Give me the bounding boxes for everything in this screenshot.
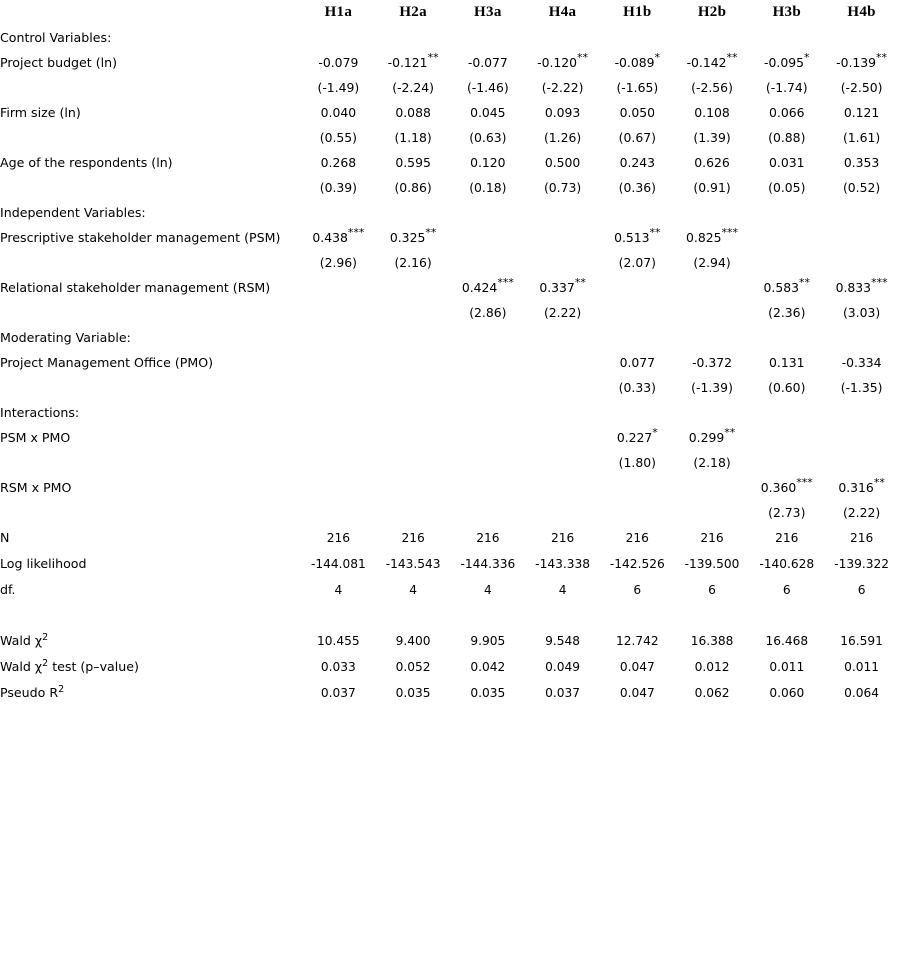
tstat-age-respondents-h3a: (0.18) [469,180,507,195]
cell-rsm-x-pmo-h2b [675,475,750,500]
tstat-firm-size-h1a: (0.55) [319,130,357,145]
tstat-psm-h2a: (2.16) [394,255,432,270]
cell-psm-x-pmo-h2b: 0.299** [688,425,736,445]
stat-pseudo-r2-h1b: 0.047 [619,686,655,700]
tstat-pmo-h4b: (-1.35) [840,380,883,395]
cell-psm-x-pmo-h3b [749,425,824,450]
stat-log-likelihood-h1a: -144.081 [310,557,366,571]
table-row-rsm-coef [0,275,899,300]
cell-rsm-h2b [675,275,750,300]
tstat-age-respondents-h2a: (0.86) [394,180,432,195]
table-row-wald-chi2 [0,628,899,654]
tstat-rsm-x-pmo-h3a [450,500,525,525]
tstat-pmo-h1a [301,375,376,400]
tstat-pmo-h3b: (0.60) [768,380,806,395]
chi-symbol-icon: χ [34,633,43,648]
tstat-psm-x-pmo-h2b: (2.18) [693,455,731,470]
tstat-rsm-h2a [376,300,451,325]
stat-pseudo-r2-h4b: 0.064 [844,686,880,700]
tstat-psm-h4a [525,250,600,275]
stat-df-h3b: 6 [782,583,791,597]
table-body [0,25,899,706]
column-header-h2a: H2a [399,4,427,20]
row-label-psm-x-pmo: PSM x PMO [0,430,71,445]
cell-psm-h1a: 0.438*** [312,225,365,245]
tstat-age-respondents-h2b: (0.91) [693,180,731,195]
tstat-rsm-h1b [600,300,675,325]
tstat-project-budget-h3a: (-1.46) [466,80,509,95]
tstat-age-respondents-h1a: (0.39) [319,180,357,195]
section-empty-cells [301,325,899,350]
stat-df-h4a: 4 [558,583,567,597]
table-row-psm-x-pmo-coef [0,425,899,450]
row-label-empty [0,250,301,275]
cell-pmo-h3a [450,350,525,375]
column-header-h3b: H3b [772,4,801,20]
cell-project-budget-h1a: -0.079 [318,55,359,70]
cell-psm-x-pmo-h1a [301,425,376,450]
tstat-firm-size-h3b: (0.88) [768,130,806,145]
stat-pseudo-r2-h1a: 0.037 [320,686,356,700]
stat-wald-chi2-h4a: 9.548 [545,634,581,648]
table-row-pmo-coef [0,350,899,375]
row-label-project-budget: Project budget (ln) [0,55,118,70]
cell-psm-h3b [749,225,824,250]
row-label-rsm-x-pmo: RSM x PMO [0,480,72,495]
cell-pmo-h1b: 0.077 [619,355,656,370]
row-label-age-respondents: Age of the respondents (ln) [0,155,173,170]
column-header-h1a: H1a [324,4,353,20]
stat-wald-chi2-h4b: 16.591 [840,634,883,648]
stat-log-likelihood-h1b: -142.526 [609,557,665,571]
cell-psm-h4a [525,225,600,250]
stat-n-h4a: 216 [550,531,575,545]
tstat-psm-h1b: (2.07) [618,255,656,270]
stat-log-likelihood-h2a: -143.543 [385,557,441,571]
stat-wald-chi2-h2a: 9.400 [395,634,431,648]
column-header-h4b: H4b [847,4,876,20]
stat-n-h1a: 216 [326,531,350,545]
section-label-moderating-variable: Moderating Variable: [0,330,131,345]
cell-psm-h2a: 0.325** [389,225,437,245]
section-empty-cells [301,200,899,225]
stat-n-h3b: 216 [775,531,799,545]
tstat-age-respondents-h4a: (0.73) [543,180,582,195]
cell-age-respondents-h2a: 0.595 [395,155,431,170]
tstat-pmo-h3a [450,375,525,400]
cell-rsm-x-pmo-h4b: 0.316** [838,475,885,495]
row-label-empty [0,300,301,325]
cell-rsm-h1b [600,275,675,300]
tstat-rsm-h4b: (3.03) [842,305,881,320]
cell-psm-h3a [450,225,525,250]
row-label-firm-size: Firm size (ln) [0,105,81,120]
stat-wald-chi2-pvalue-h1a: 0.033 [320,660,356,674]
stat-log-likelihood-h4a: -143.338 [535,557,590,571]
section-header-independent-variables [0,200,899,225]
stat-wald-chi2-pvalue-h1b: 0.047 [619,660,655,674]
spacer-cell [0,603,899,628]
table-row-firm-size-coef [0,100,899,125]
chi-symbol-icon: χ [34,659,43,674]
cell-pmo-h4a [525,350,600,375]
row-label-empty [0,175,301,200]
stat-wald-chi2-pvalue-h3a: 0.042 [470,660,506,674]
tstat-pmo-h2a [376,375,451,400]
table-row-age-respondents-tstat [0,175,899,200]
column-header-h4a: H4a [548,4,577,20]
stat-df-h2b: 6 [708,583,716,597]
tstat-firm-size-h2b: (1.39) [693,130,731,145]
section-label-independent-variables: Independent Variables: [0,205,146,220]
stat-wald-chi2-h3b: 16.468 [765,634,809,648]
tstat-rsm-x-pmo-h4a [525,500,600,525]
cell-psm-x-pmo-h4b [824,425,899,450]
tstat-psm-h1a: (2.96) [319,255,357,270]
stat-wald-chi2-h1a: 10.455 [317,634,360,648]
tstat-rsm-h1a [301,300,376,325]
row-label-pmo: Project Management Office (PMO) [0,355,214,370]
tstat-firm-size-h4a: (1.26) [543,130,582,145]
cell-rsm-h2a [376,275,451,300]
table-row-rsm-x-pmo-coef [0,475,899,500]
table-row-age-respondents-coef [0,150,899,175]
section-empty-cells [301,25,899,50]
section-header-interactions [0,400,899,425]
stat-n-h4b: 216 [849,531,874,545]
cell-pmo-h3b: 0.131 [769,355,805,370]
row-label-empty [0,450,301,475]
cell-firm-size-h4a: 0.093 [544,105,581,120]
cell-project-budget-h2a: -0.121** [387,50,439,70]
column-header-h3a: H3a [474,4,502,20]
cell-rsm-x-pmo-h2a [376,475,451,500]
table-row-df [0,577,899,603]
section-header-moderating-variable [0,325,899,350]
tstat-rsm-x-pmo-h1b [600,500,675,525]
row-label-empty [0,125,301,150]
cell-rsm-x-pmo-h1b [600,475,675,500]
row-label-n: N [0,530,10,545]
cell-project-budget-h4a: -0.120** [537,50,589,70]
tstat-psm-x-pmo-h2a [376,450,451,475]
section-label-control-variables: Control Variables: [0,30,112,45]
stat-n-h1b: 216 [625,531,649,545]
column-header-h1b: H1b [623,4,652,20]
table-row-project-budget-coef [0,50,899,75]
tstat-age-respondents-h1b: (0.36) [618,180,656,195]
table-row-psm-x-pmo-tstat [0,450,899,475]
row-label-empty [0,500,301,525]
cell-project-budget-h3a: -0.077 [467,55,508,70]
cell-pmo-h4b: -0.334 [841,355,882,370]
stat-df-h1b: 6 [633,583,642,597]
cell-psm-x-pmo-h1b: 0.227* [616,425,658,445]
cell-age-respondents-h1a: 0.268 [320,155,357,170]
cell-firm-size-h2a: 0.088 [395,105,431,120]
tstat-rsm-x-pmo-h2a [376,500,451,525]
table-row-psm-coef [0,225,899,250]
stat-df-h4b: 6 [857,583,866,597]
corner-header-cell [0,0,301,25]
cell-rsm-h1a [301,275,376,300]
stat-pseudo-r2-h3a: 0.035 [470,686,506,700]
table-row-wald-chi2-pvalue [0,654,899,680]
table-row-log-likelihood [0,551,899,577]
cell-psm-x-pmo-h2a [376,425,451,450]
cell-pmo-h2a [376,350,451,375]
row-label-pseudo-r2: Pseudo $R^2$ [0,683,65,700]
tstat-project-budget-h1b: (-1.65) [616,80,659,95]
tstat-rsm-x-pmo-h2b [675,500,750,525]
cell-psm-x-pmo-h4a [525,425,600,450]
tstat-psm-x-pmo-h3a [450,450,525,475]
table-row-rsm-tstat [0,300,899,325]
table-row-psm-tstat [0,250,899,275]
column-header-row [0,0,899,25]
cell-project-budget-h1b: -0.089* [614,50,661,70]
cell-age-respondents-h2b: 0.626 [694,155,730,170]
tstat-age-respondents-h4b: (0.52) [842,180,881,195]
spacer-row [0,603,899,628]
stat-wald-chi2-pvalue-h3b: 0.011 [769,660,805,674]
stat-wald-chi2-h3a: 9.905 [470,634,506,648]
table-row-firm-size-tstat [0,125,899,150]
cell-project-budget-h4b: -0.139** [836,50,888,70]
row-label-rsm: Relational stakeholder management (RSM) [0,280,271,295]
stat-n-h2b: 216 [700,531,724,545]
row-label-wald-chi2-pvalue: Wald $\chi^2$ test (p–value) [0,657,139,674]
cell-firm-size-h1a: 0.040 [320,105,357,120]
cell-rsm-x-pmo-h3b: 0.360*** [760,475,813,495]
table-row-pmo-tstat [0,375,899,400]
row-label-psm: Prescriptive stakeholder management (PSM) [0,230,281,245]
cell-psm-h4b [824,225,899,250]
table-row-pseudo-r2 [0,680,899,706]
cell-rsm-x-pmo-h4a [525,475,600,500]
stat-wald-chi2-h2b: 16.388 [690,634,734,648]
tstat-pmo-h2b: (-1.39) [691,380,733,395]
tstat-project-budget-h2a: (-2.24) [392,80,434,95]
tstat-psm-h2b: (2.94) [693,255,731,270]
tstat-psm-x-pmo-h4b [824,450,899,475]
stat-wald-chi2-pvalue-h4a: 0.049 [545,660,581,674]
cell-psm-h1b: 0.513** [614,225,661,245]
row-label-log-likelihood: Log likelihood [0,556,87,571]
tstat-project-budget-h2b: (-2.56) [691,80,733,95]
stat-wald-chi2-pvalue-h2a: 0.052 [395,660,431,674]
cell-age-respondents-h3b: 0.031 [769,155,805,170]
cell-firm-size-h3a: 0.045 [470,105,506,120]
stat-pseudo-r2-h3b: 0.060 [769,686,805,700]
cell-project-budget-h2b: -0.142** [686,50,738,70]
tstat-psm-h3a [450,250,525,275]
tstat-psm-h4b [824,250,899,275]
stat-df-h3a: 4 [483,583,492,597]
stat-log-likelihood-h3b: -140.628 [759,557,815,571]
stat-n-h3a: 216 [476,531,500,545]
tstat-firm-size-h4b: (1.61) [842,130,881,145]
tstat-rsm-h3b: (2.36) [768,305,806,320]
cell-age-respondents-h3a: 0.120 [470,155,506,170]
tstat-psm-x-pmo-h4a [525,450,600,475]
tstat-psm-x-pmo-h1a [301,450,376,475]
tstat-psm-h3b [749,250,824,275]
section-empty-cells [301,400,899,425]
cell-pmo-h1a [301,350,376,375]
tstat-pmo-h4a [525,375,600,400]
tstat-rsm-h3a: (2.86) [469,305,507,320]
cell-firm-size-h3b: 0.066 [769,105,805,120]
cell-age-respondents-h4a: 0.500 [544,155,581,170]
tstat-project-budget-h4b: (-2.50) [840,80,883,95]
cell-firm-size-h4b: 0.121 [843,105,880,120]
cell-firm-size-h1b: 0.050 [619,105,656,120]
tstat-rsm-h4a: (2.22) [543,305,582,320]
tstat-project-budget-h4a: (-2.22) [541,80,584,95]
tstat-project-budget-h3b: (-1.74) [765,80,808,95]
tstat-age-respondents-h3b: (0.05) [768,180,806,195]
tstat-rsm-h2b [675,300,750,325]
cell-firm-size-h2b: 0.108 [694,105,730,120]
stat-pseudo-r2-h4a: 0.037 [545,686,581,700]
cell-rsm-x-pmo-h3a [450,475,525,500]
tstat-rsm-x-pmo-h1a [301,500,376,525]
tstat-psm-x-pmo-h1b: (1.80) [618,455,656,470]
cell-psm-h2b: 0.825*** [686,225,739,245]
table-row-n [0,525,899,551]
stat-log-likelihood-h3a: -144.336 [460,557,516,571]
tstat-pmo-h1b: (0.33) [618,380,656,395]
cell-rsm-h3a: 0.424*** [461,275,514,295]
cell-pmo-h2b: -0.372 [692,355,733,370]
stat-wald-chi2-h1b: 12.742 [615,634,659,648]
cell-psm-x-pmo-h3a [450,425,525,450]
stat-log-likelihood-h4b: -139.322 [834,557,889,571]
tstat-firm-size-h2a: (1.18) [394,130,432,145]
cell-project-budget-h3b: -0.095* [764,50,810,70]
stat-log-likelihood-h2b: -139.500 [684,557,740,571]
table-header [0,0,899,25]
stat-n-h2a: 216 [401,531,425,545]
section-label-interactions: Interactions: [0,405,80,420]
stat-df-h1a: 4 [334,583,343,597]
tstat-firm-size-h1b: (0.67) [618,130,656,145]
tstat-rsm-x-pmo-h3b: (2.73) [768,505,806,520]
stat-pseudo-r2-h2a: 0.035 [395,686,431,700]
column-header-h2b: H2b [697,4,727,20]
stat-wald-chi2-pvalue-h4b: 0.011 [844,660,880,674]
cell-age-respondents-h1b: 0.243 [619,155,656,170]
tstat-rsm-x-pmo-h4b: (2.22) [842,505,881,520]
table-row-project-budget-tstat [0,75,899,100]
row-label-empty [0,75,301,100]
row-label-empty [0,375,301,400]
stat-wald-chi2-pvalue-h2b: 0.012 [694,660,730,674]
tstat-psm-x-pmo-h3b [749,450,824,475]
row-label-wald-chi2: Wald $\chi^2$ [0,631,49,648]
row-label-df: df. [0,582,16,597]
stat-pseudo-r2-h2b: 0.062 [694,686,730,700]
table-row-rsm-x-pmo-tstat [0,500,899,525]
cell-age-respondents-h4b: 0.353 [843,155,880,170]
section-header-control-variables [0,25,899,50]
cell-rsm-h3b: 0.583** [763,275,811,295]
cell-rsm-h4b: 0.833*** [835,275,888,295]
cell-rsm-x-pmo-h1a [301,475,376,500]
stat-df-h2a: 4 [409,583,417,597]
tstat-project-budget-h1a: (-1.49) [317,80,360,95]
cell-rsm-h4a: 0.337** [539,275,586,295]
tstat-firm-size-h3a: (0.63) [469,130,507,145]
